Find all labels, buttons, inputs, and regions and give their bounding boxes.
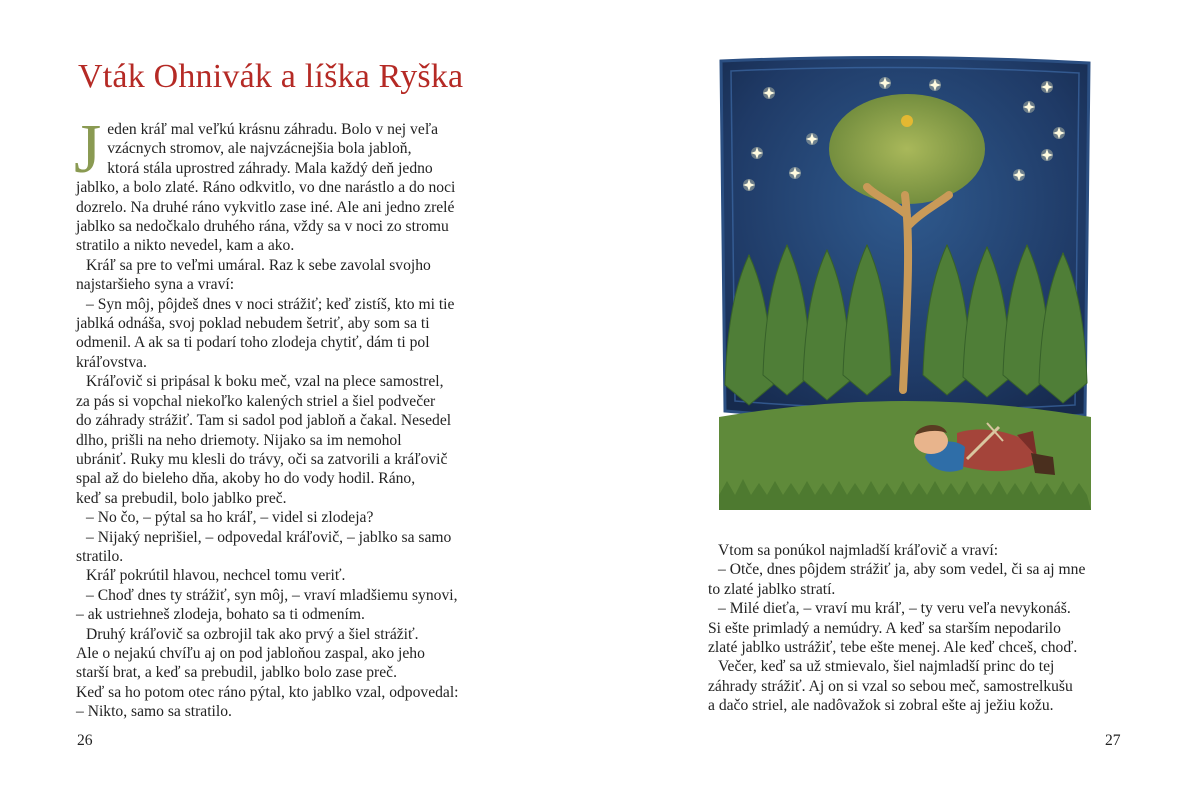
story-title: Vták Ohnivák a líška Ryška [78,58,464,95]
text-line: – Milé dieťa, – vraví mu kráľ, – ty veru veľa nevykonáš. [718,600,1071,618]
drop-cap: J [74,111,102,188]
text-line: – Nijaký neprišiel, – odpovedal kráľovič, – jablko sa samo [86,528,452,546]
text-line: zlaté jablko ustrážiť, tebe ešte menej. Ale keď chceš, choď. [708,639,1078,657]
page-number: 27 [1105,732,1121,749]
text-line: vzácnych stromov, ale najvzácnejšia bola jabloň, [107,140,412,158]
left-page-text [74,111,501,722]
text-line: – Choď dnes ty strážiť, syn môj, – vraví mladšiemu synovi, [86,586,458,604]
text-line: do záhrady strážiť. Tam si sadol pod jabloň a čakal. Nesedel [76,412,452,430]
text-line: eden kráľ mal veľkú krásnu záhradu. Bolo v nej veľa [107,121,439,138]
text-line: – No čo, – pýtal sa ho kráľ, – videl si zlodeja? [86,509,374,527]
text-line: Vtom sa ponúkol najmladší kráľovič a vraví: [718,542,999,559]
text-line: a dačo striel, ale nadôvažok si zobral ešte aj ježiu kožu. [708,697,1054,715]
text-line: stratilo. [76,547,124,565]
text-line: keď sa prebudil, bolo jablko preč. [76,489,287,507]
text-line: najstaršieho syna a vraví: [76,276,235,294]
text-line: – Syn môj, pôjdeš dnes v noci strážiť; keď zistíš, kto mi tie [86,295,455,313]
text-line: Kráľovič si pripásal k boku meč, vzal na plece samostrel, [86,373,444,391]
page-number: 26 [77,732,93,749]
text-line: odmenil. A ak sa ti podarí toho zlodeja chytiť, dám ti pol [76,334,430,352]
text-line: Druhý kráľovič sa ozbrojil tak ako prvý a šiel strážiť. [86,625,419,643]
text-line: Ale o nejakú chvíľu aj on pod jabloňou zaspal, ako jeho [76,644,425,662]
text-line: za pás si vopchal niekoľko kalených striel a šiel podvečer [76,392,436,410]
text-line: kráľovstva. [76,353,147,371]
text-line: jablko sa nedočkalo druhého rána, vždy sa v noci zo stromu [76,218,449,236]
text-line: ktorá stála uprostred záhrady. Mala každý deň jedno [107,159,433,177]
text-line: Kráľ sa pre to veľmi umáral. Raz k sebe zavolal svojho [86,256,431,274]
tree-crown [829,94,985,204]
right-page [600,0,1200,785]
text-line: stratilo a nikto nevedel, kam a ako. [76,237,295,255]
golden-apple-icon [901,115,913,127]
text-line: spal až do bieleho dňa, akoby ho do vody hodil. Ráno, [76,470,416,488]
text-line: – Nikto, samo sa stratilo. [76,703,232,721]
text-line: jablká odnáša, svoj poklad nebudem šetriť, aby som sa ti [76,315,430,333]
text-line: dozrelo. Na druhé ráno vykvitlo zase iné. Ale ani jedno zrelé [76,198,455,216]
text-line: to zlaté jablko stratí. [708,580,836,598]
text-line: ubrániť. Ruky mu klesli do trávy, oči sa zatvorili a kráľovič [76,450,448,468]
text-line: Keď sa ho potom otec ráno pýtal, kto jablko vzal, odpovedal: [76,683,459,701]
text-line: záhrady strážiť. Aj on si vzal so sebou meč, samostrelkušu [708,677,1073,695]
text-line: Kráľ pokrútil hlavou, nechcel tomu veriť. [86,567,346,585]
text-line: starší brat, a keď sa prebudil, jablko bolo zase preč. [76,664,397,682]
text-line: – Otče, dnes pôjdem strážiť ja, aby som vedel, či sa aj mne [718,561,1086,579]
text-line: dlho, prišli na neho driemoty. Nijako sa im nemohol [76,431,402,449]
text-line: Si ešte primladý a nemúdry. A keď sa starším nepodarilo [708,619,1061,637]
right-page-text [708,541,1138,716]
text-line: – ak ustriehneš zlodeja, bohato sa ti odmením. [76,606,365,624]
text-line: jablko, a bolo zlaté. Ráno odkvitlo, vo dne narástlo a do noci [76,179,456,197]
night-garden-illustration [717,55,1093,510]
text-line: Večer, keď sa už stmievalo, šiel najmladší princ do tej [718,658,1055,676]
